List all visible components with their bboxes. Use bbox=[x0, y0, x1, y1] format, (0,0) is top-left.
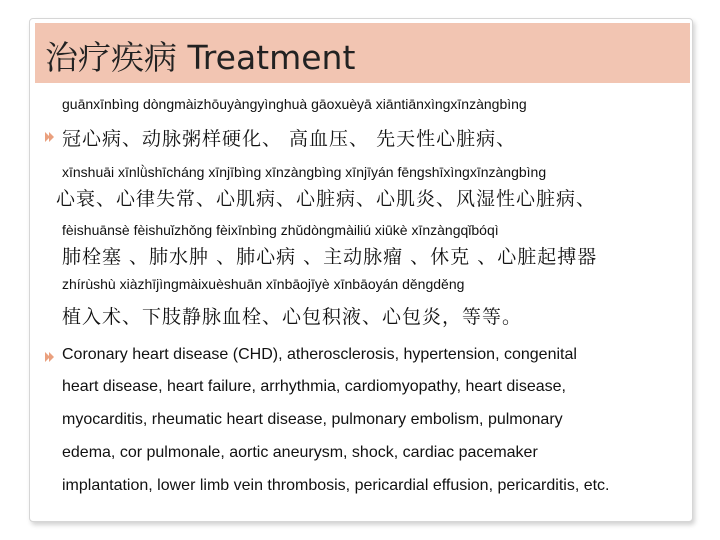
pinyin-line-3: fèishuānsè fèishuǐzhǒng fèixīnbìng zhǔdòngmàiliú xiūkè xīnzàngqǐbóqì bbox=[62, 222, 499, 238]
pinyin-line-4: zhírùshù xiàzhījìngmàixuèshuān xīnbāojīyè xīnbāoyán děngděng bbox=[62, 276, 465, 292]
pinyin-line-1: guānxīnbìng dòngmàizhōuyàngyìnghuà gāoxuèyā xiāntiānxìngxīnzàngbìng bbox=[62, 96, 527, 112]
hanzi-line-4: 植入术、下肢静脉血栓、心包积液、心包炎，等等。 bbox=[62, 306, 523, 328]
hanzi-line-2: 心衰、心律失常、心肌病、心脏病、心肌炎、风湿性心脏病、 bbox=[56, 188, 597, 210]
english-line-4: edema, cor pulmonale, aortic aneurysm, shock, cardiac pacemaker bbox=[62, 444, 538, 461]
bullet-icon bbox=[45, 132, 54, 141]
english-line-5: implantation, lower limb vein thrombosis, pericardial effusion, pericarditis, etc. bbox=[62, 477, 610, 494]
english-line-3: myocarditis, rheumatic heart disease, pulmonary embolism, pulmonary bbox=[62, 411, 563, 428]
english-line-1: Coronary heart disease (CHD), atherosclerosis, hypertension, congenital bbox=[62, 346, 577, 363]
hanzi-line-1: 冠心病、动脉粥样硬化、 高血压、 先天性心脏病、 bbox=[62, 128, 517, 150]
bullet-icon bbox=[45, 352, 54, 361]
english-line-2: heart disease, heart failure, arrhythmia, cardiomyopathy, heart disease, bbox=[62, 378, 566, 395]
slide-title: 治疗疾病 Treatment bbox=[45, 38, 356, 77]
hanzi-line-3: 肺栓塞 、肺水肿 、肺心病 、主动脉瘤 、休克 、心脏起搏器 bbox=[62, 246, 598, 268]
pinyin-line-2: xīnshuāi xīnlǜshīcháng xīnjībìng xīnzàngbìng xīnjīyán fēngshīxìngxīnzàngbìng bbox=[62, 164, 547, 180]
